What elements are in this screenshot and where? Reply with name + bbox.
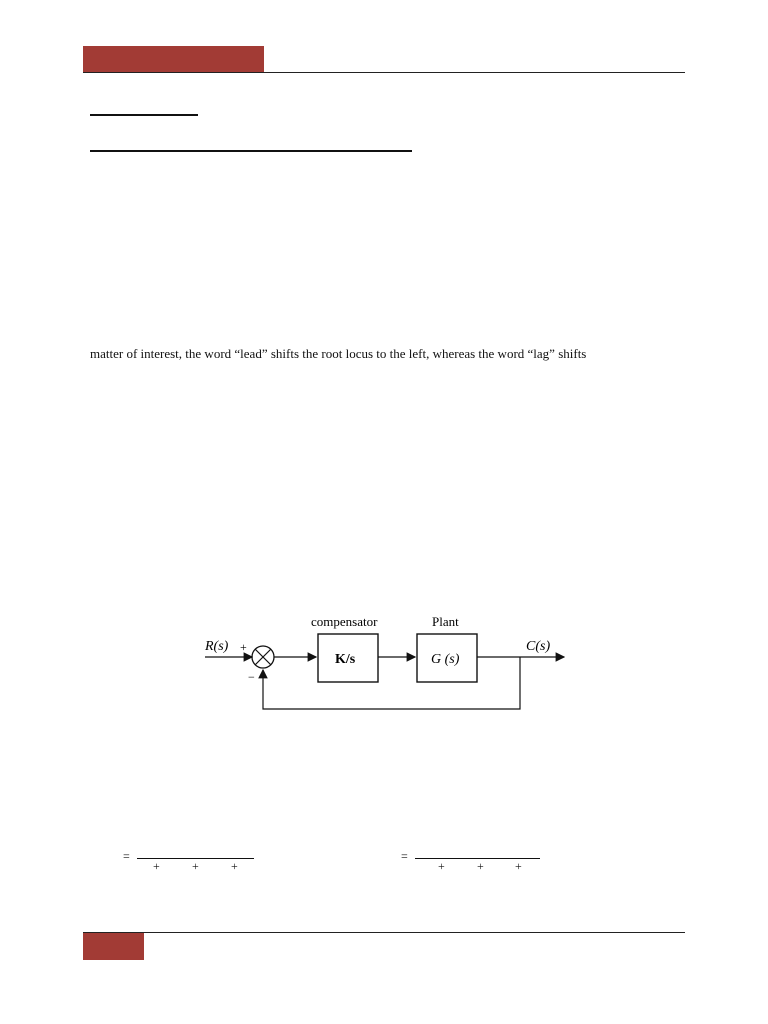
block-diagram <box>200 608 580 718</box>
compensator-title: compensator <box>311 614 378 629</box>
plus-sign: + <box>192 859 199 873</box>
footer-accent-band <box>83 933 144 960</box>
plus-sign: + <box>515 859 522 873</box>
footer-rule <box>83 932 685 933</box>
plus-sign: + <box>438 859 445 873</box>
compensator-block-label: K/s <box>335 652 356 667</box>
heading-underline-short <box>90 114 198 116</box>
plus-sign: + <box>240 640 247 654</box>
equals-sign: = <box>123 849 130 863</box>
minus-sign: − <box>248 670 255 684</box>
body-text-line: matter of interest, the word “lead” shifts the root locus to the left, whereas the word “lag” shifts <box>90 346 587 361</box>
equation-left <box>123 849 263 879</box>
equals-sign: = <box>401 849 408 863</box>
plant-title: Plant <box>432 614 459 629</box>
input-label: R(s) <box>205 639 229 654</box>
plus-sign: + <box>153 859 160 873</box>
plus-sign: + <box>231 859 238 873</box>
header-accent-band <box>83 46 264 73</box>
heading-underline-long <box>90 150 412 152</box>
plant-block-label: G (s) <box>431 652 460 667</box>
header-rule <box>83 72 685 73</box>
equation-right <box>401 849 546 879</box>
feedback-path <box>263 657 520 709</box>
plus-sign: + <box>477 859 484 873</box>
output-label: C(s) <box>526 639 551 654</box>
